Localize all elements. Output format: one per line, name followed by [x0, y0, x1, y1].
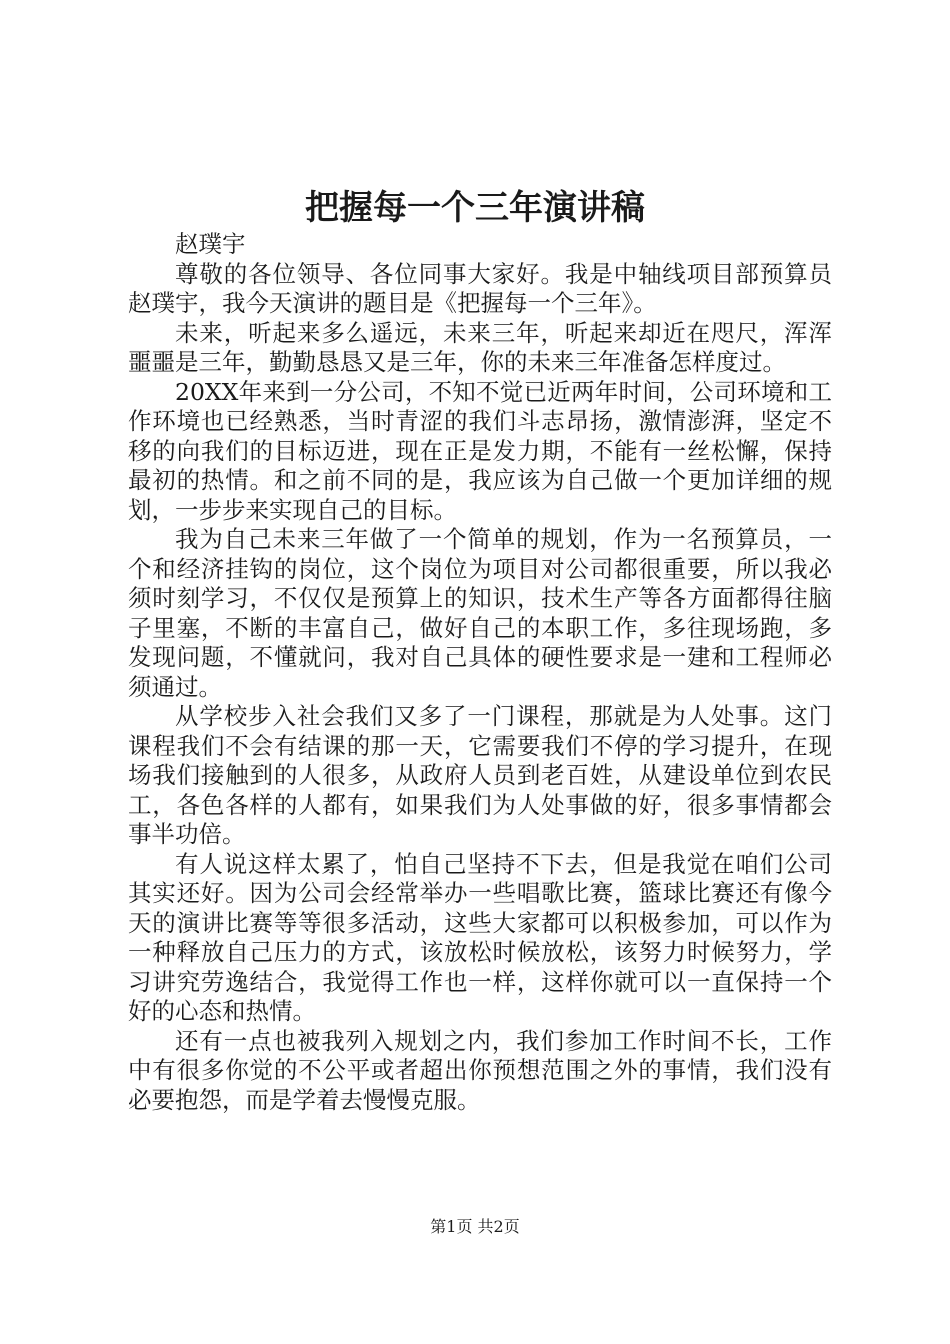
paragraph-4: 我为自己未来三年做了一个简单的规划，作为一名预算员，一个和经济挂钩的岗位，这个岗位为项目对公司都很重要，所以我必须时刻学习，不仅仅是预算上的知识，技术生产等各方面都得往脑子里塞，不断的丰富自己，做好自己的本职工作，多往现场跑，多发现问题，不懂就问，我对自己具体的硬性要求是一建和工程师必须通过。: [128, 525, 832, 701]
document-body: [128, 230, 832, 1115]
author-line: 赵璞宇: [175, 230, 246, 258]
paragraph-5: 从学校步入社会我们又多了一门课程，那就是为人处事。这门课程我们不会有结课的那一天，它需要我们不停的学习提升，在现场我们接触到的人很多，从政府人员到老百姓，从建设单位到农民工，各色各样的人都有，如果我们为人处事做的好，很多事情都会事半功倍。: [128, 702, 832, 848]
paragraph-2: 未来，听起来多么遥远，未来三年，听起来却近在咫尺，浑浑噩噩是三年，勤勤恳恳又是三年，你的未来三年准备怎样度过。: [128, 318, 832, 376]
page-footer: 第1页 共2页: [430, 1217, 520, 1236]
paragraph-1: 尊敬的各位领导、各位同事大家好。我是中轴线项目部预算员赵璞宇，我今天演讲的题目是《把握每一个三年》。: [128, 259, 832, 317]
paragraph-6: 有人说这样太累了，怕自己坚持不下去，但是我觉在咱们公司其实还好。因为公司会经常举办一些唱歌比赛，篮球比赛还有像今天的演讲比赛等等很多活动，这些大家都可以积极参加，可以作为一种释放自己压力的方式，该放松时候放松，该努力时候努力，学习讲究劳逸结合，我觉得工作也一样，这样你就可以一直保持一个好的心态和热情。: [128, 849, 832, 1025]
paragraph-3: 20XX年来到一分公司，不知不觉已近两年时间，公司环境和工作环境也已经熟悉，当时青涩的我们斗志昂扬，激情澎湃，坚定不移的向我们的目标迈进，现在正是发力期，不能有一丝松懈，保持最初的热情。和之前不同的是，我应该为自己做一个更加详细的规划，一步步来实现自己的目标。: [128, 377, 832, 524]
paragraph-7: 还有一点也被我列入规划之内，我们参加工作时间不长，工作中有很多你觉的不公平或者超出你预想范围之外的事情，我们没有必要抱怨，而是学着去慢慢克服。: [128, 1026, 832, 1114]
document-title: 把握每一个三年演讲稿: [305, 188, 645, 228]
